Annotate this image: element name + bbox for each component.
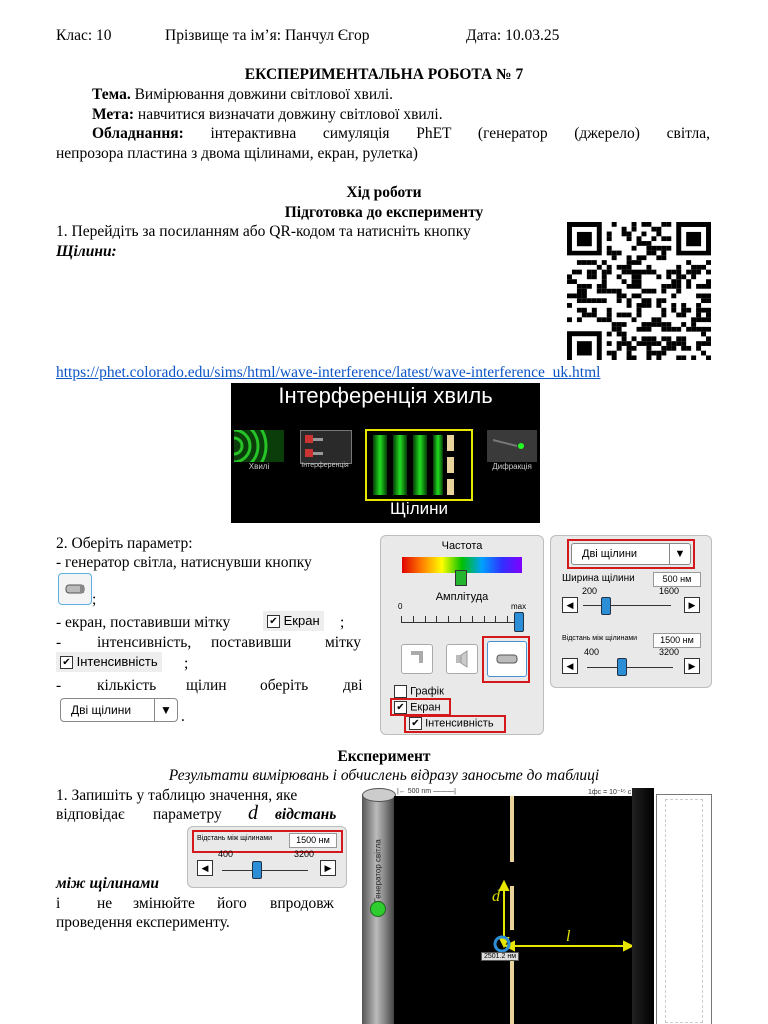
qr-code-icon[interactable] [567, 222, 711, 360]
slit-control-panel [550, 535, 712, 688]
slit-width-max: 1600 [659, 586, 680, 596]
separation-max: 3200 [294, 849, 315, 859]
screen-panel [632, 788, 654, 1024]
screen-checkbox[interactable]: ✔ Екран [394, 701, 441, 714]
exp-step1-w4: і [56, 895, 61, 912]
checkbox-empty-icon [394, 685, 407, 698]
diffraction-icon [487, 430, 537, 462]
slit-separation-control [187, 826, 347, 888]
slits-select-chip[interactable] [60, 698, 178, 722]
highlight-slits-select [567, 539, 695, 569]
slit-width-label: Ширина щілини [562, 573, 635, 584]
slit-width-track[interactable] [583, 605, 671, 606]
amplitude-tick [472, 616, 473, 622]
separation-label: Відстань між щілинами [197, 835, 273, 842]
step1-text: 1. Перейдіть за посиланням або QR-кодом та натисніть кнопку [56, 223, 471, 240]
simulation-link[interactable]: https://phet.colorado.edu/sims/html/wave-interference/latest/wave-interference_uk.html [56, 364, 601, 381]
light-generator-button[interactable] [58, 573, 92, 605]
generator-top [362, 788, 396, 802]
exp-step1-w8: впродовж [270, 895, 334, 912]
tile-waves-label: Хвилі [248, 462, 270, 471]
checkbox-icon: ✔ [60, 656, 73, 669]
generator-label [374, 873, 383, 903]
highlight-screen-checkbox [390, 698, 451, 716]
intensity-checkbox[interactable]: ✔ Інтенсивність [409, 717, 494, 730]
slit-width-min: 200 [582, 586, 598, 596]
step2-generator: - генератор світла, натиснувши кнопку [56, 554, 312, 571]
document-title: ЕКСПЕРИМЕНТАЛЬНА РОБОТА № 7 [244, 66, 524, 83]
amplitude-tick [484, 616, 485, 622]
step2-slits-4: оберіть [260, 677, 309, 694]
slit-separation-value: 1500 нм [653, 633, 701, 648]
exp-step1-line5: проведення експерименту. [56, 914, 230, 931]
step2-intensity-3: поставивши [211, 634, 292, 651]
amplitude-thumb[interactable] [514, 612, 524, 632]
highlight-separation [192, 830, 343, 853]
step2-screen: - екран, поставивши мітку [56, 614, 231, 631]
checkbox-icon: ✔ [267, 615, 280, 628]
step2-intensity-1: - [56, 634, 62, 651]
amplitude-tick [448, 616, 449, 622]
step2-slits-1: - [56, 677, 62, 694]
separation-thumb[interactable] [252, 861, 262, 879]
checkbox-icon: ✔ [409, 717, 422, 730]
chevron-down-icon: ▼ [669, 544, 690, 564]
amplitude-tick [495, 616, 496, 622]
class-label: Клас: 10 [56, 27, 112, 44]
step2-slits-2: кількість [97, 677, 157, 694]
highlight-intensity-checkbox [404, 715, 506, 733]
d-marker: d [492, 888, 500, 905]
separation-increase-button[interactable]: ▶ [320, 860, 336, 876]
step2-screen-end: ; [340, 614, 345, 631]
exp-step1-line3: між щілинами [56, 875, 159, 892]
date-label: Дата: 10.03.25 [466, 27, 560, 44]
separation-decrease-button[interactable]: ◀ [197, 860, 213, 876]
amplitude-label: Амплітуда [435, 591, 489, 603]
graph-checkbox[interactable]: Графік [394, 685, 444, 698]
screen-check-label: Екран [283, 613, 320, 628]
flashlight-icon [59, 574, 91, 604]
intensity-chart [656, 794, 712, 1024]
separation-value: 1500 нм [289, 833, 337, 848]
slits-icon [367, 431, 471, 499]
chevron-down-icon: ▼ [154, 699, 177, 721]
amplitude-track[interactable] [401, 622, 519, 623]
amplitude-tick [507, 616, 508, 622]
amplitude-min: 0 [398, 602, 403, 611]
simulation-view [360, 788, 712, 1024]
experiment-heading: Експеримент [337, 748, 431, 765]
waves-icon [234, 430, 284, 462]
exp-step1-line1: 1. Запишіть у таблицю значення, яке [56, 787, 298, 804]
topic-line: Тема. Вимірювання довжини світлової хвилі. [92, 86, 394, 103]
slit-width-increase-button[interactable]: ▶ [684, 597, 700, 613]
slit-separation-label: Відстань між щілинами [562, 635, 638, 642]
l-marker: l [566, 928, 571, 945]
speaker-icon [447, 645, 477, 673]
frequency-label: Частота [441, 540, 483, 552]
intensity-checkbox-chip[interactable] [56, 652, 162, 672]
faucet-button[interactable] [401, 644, 433, 674]
exp-step1-w7: його [217, 895, 247, 912]
amplitude-tick [425, 616, 426, 622]
slit-separation-max: 3200 [659, 647, 680, 657]
slits-select-text: Дві щілини [582, 548, 638, 560]
exp-step1-w6: змінюйте [133, 895, 195, 912]
highlight-light-button [482, 636, 530, 683]
sim-home-screenshot [231, 383, 540, 523]
separation-track[interactable] [222, 870, 308, 871]
interference-icon [301, 431, 351, 463]
tape-measure-readout: 2501.2 нм [481, 952, 519, 961]
generator-power-button[interactable] [370, 901, 386, 917]
amplitude-tick [460, 616, 461, 622]
intensity-grid [665, 799, 703, 1023]
speaker-button[interactable] [446, 644, 478, 674]
checkbox-icon: ✔ [394, 701, 407, 714]
student-name: Прізвище та ім’я: Панчул Єгор [165, 27, 370, 44]
tile-interference-label: Інтерференція [301, 462, 349, 469]
amplitude-tick [436, 616, 437, 622]
exp-step1-w3: відстань [275, 806, 337, 823]
amplitude-tick [401, 616, 402, 622]
tile-diffraction-label: Дифракція [492, 462, 532, 471]
sim-home-title: Інтерференція хвиль [278, 383, 493, 408]
procedure-heading: Хід роботи [346, 184, 422, 201]
tile-slits-label: Щілини [389, 499, 448, 518]
separation-min: 400 [218, 849, 234, 859]
exp-step1-w5: не [97, 895, 113, 912]
exp-step1-w1: відповідає [56, 806, 125, 823]
intensity-check-label: Інтенсивність [76, 654, 158, 669]
step2-slits-5: дві [343, 677, 363, 694]
slit-width-thumb[interactable] [601, 597, 611, 615]
time-scale: 1фс = 10⁻¹⁵ с [588, 789, 632, 796]
slit-separation-decrease-button[interactable]: ◀ [562, 658, 578, 674]
step2-intensity-4: мітку [325, 634, 361, 651]
slit-width-decrease-button[interactable]: ◀ [562, 597, 578, 613]
screen-checkbox-chip[interactable] [263, 611, 324, 631]
goal-line: Мета: навчитися визначати довжину світлової хвилі. [92, 106, 443, 123]
amplitude-max: max [511, 602, 527, 611]
slit-separation-increase-button[interactable]: ▶ [684, 658, 700, 674]
experiment-note: Результати вимірювань і обчислень відразу заносьте до таблиці [168, 767, 600, 784]
exp-step1-w2: параметру [153, 806, 222, 823]
wave-control-panel [380, 535, 544, 735]
tile-waves[interactable] [234, 430, 284, 462]
slit-separation-min: 400 [584, 647, 600, 657]
step2-heading: 2. Оберіть параметр: [56, 535, 193, 552]
prep-heading: Підготовка до експерименту [284, 204, 484, 221]
step2-slits-3: щілин [186, 677, 227, 694]
step2-generator-end: ; [92, 591, 97, 608]
step2-intensity-end: ; [184, 655, 189, 672]
slit-separation-thumb[interactable] [617, 658, 627, 676]
tile-interference[interactable] [300, 430, 352, 464]
scale-bar: |← 500 nm ———| [397, 788, 456, 795]
slit-separation-track[interactable] [587, 667, 673, 668]
step2-intensity-2: інтенсивність, [97, 634, 192, 651]
tile-slits[interactable] [365, 429, 473, 501]
faucet-icon [402, 645, 432, 673]
frequency-thumb[interactable] [455, 570, 467, 586]
slit-width-value: 500 нм [653, 572, 701, 587]
equipment-line1: Обладнання: інтерактивна симуляція PhET (генератор (джерело) світла, [92, 125, 711, 142]
amplitude-tick [413, 616, 414, 622]
step1-slits-word: Щілини: [56, 243, 117, 260]
equipment-line2: непрозора пластина з двома щілинами, екран, рулетка) [56, 145, 418, 162]
step2-slits-end: . [181, 708, 185, 725]
exp-step1-d: d [248, 802, 258, 824]
tile-diffraction[interactable] [487, 430, 537, 462]
slits-select-value: Дві щілини [71, 703, 132, 717]
